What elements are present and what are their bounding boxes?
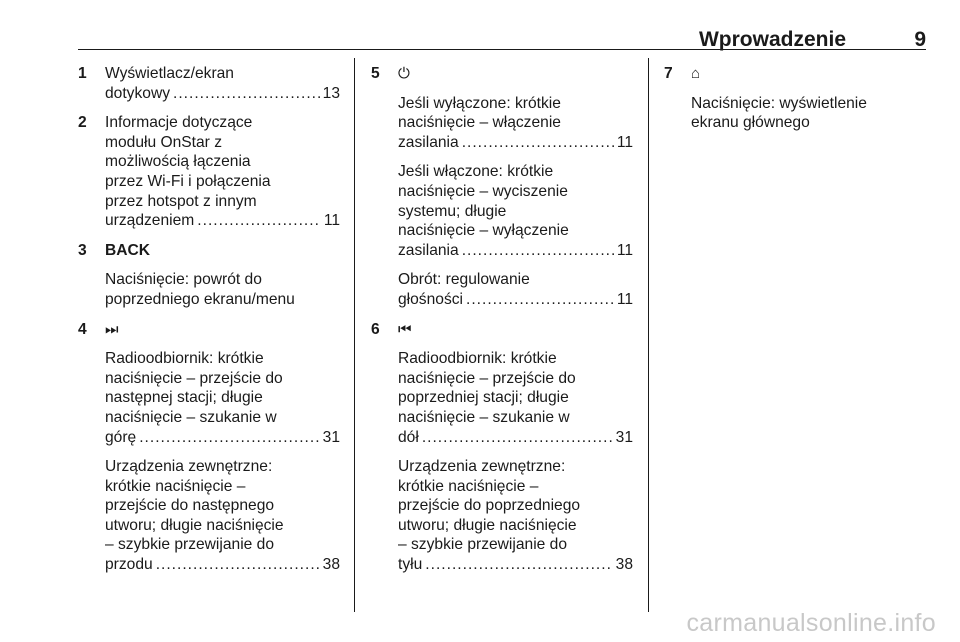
column-1 xyxy=(78,64,340,585)
toc-leader-dots xyxy=(197,211,321,231)
entry-text: naciśnięcie – przejście do xyxy=(105,369,283,387)
entry-text: – szybkie przewijanie do xyxy=(105,536,275,554)
toc-text: dotykowy xyxy=(105,84,171,102)
toc-line[interactable] xyxy=(398,290,633,310)
entry-text: naciśnięcie – wyłączenie xyxy=(398,222,569,240)
entry-text: naciśnięcie – wyciszenie xyxy=(398,182,568,200)
toc-page: 31 xyxy=(615,428,633,446)
toc-line[interactable] xyxy=(105,84,340,104)
toc-line[interactable] xyxy=(398,241,633,261)
entry-text: Jeśli włączone: krótkie xyxy=(398,163,554,181)
entry-text: Urządzenia zewnętrzne: xyxy=(398,458,566,476)
column-3 xyxy=(664,64,926,143)
entry-text: naciśnięcie – szukanie w xyxy=(105,408,277,426)
column-2 xyxy=(371,64,633,585)
toc-line[interactable] xyxy=(398,133,633,153)
entry-text: przez hotspot z innym xyxy=(105,192,257,210)
entry-number: 5 xyxy=(371,65,380,82)
toc-leader-dots xyxy=(462,133,614,153)
entry-number: 2 xyxy=(78,114,87,132)
toc-line[interactable] xyxy=(105,211,340,231)
toc-text: tyłu xyxy=(398,556,423,574)
entry-text: możliwością łączenia xyxy=(105,153,251,171)
entry-2 xyxy=(78,113,340,231)
toc-text: górę xyxy=(105,428,137,446)
entry-6 xyxy=(371,320,633,575)
entry-text: krótkie naciśnięcie – xyxy=(105,477,246,495)
header-divider xyxy=(78,49,926,50)
entry-text: systemu; długie xyxy=(398,202,507,220)
entry-text: ekranu głównego xyxy=(691,114,810,132)
entry-number: 4 xyxy=(78,320,87,338)
toc-leader-dots xyxy=(462,241,614,261)
toc-text: głośności xyxy=(398,290,464,308)
watermark: carmanualsonline.info xyxy=(686,609,936,637)
column-divider-2 xyxy=(648,58,649,612)
entry-text: Obrót: regulowanie xyxy=(398,271,530,289)
entry-number: 7 xyxy=(664,65,673,82)
entry-text: utworu; długie naciśnięcie xyxy=(398,516,577,534)
entry-text: Naciśnięcie: wyświetlenie xyxy=(691,94,867,112)
entry-text: Naciśnięcie: powrót do xyxy=(105,271,262,289)
entry-text: poprzedniego ekranu/menu xyxy=(105,290,295,308)
entry-number: 1 xyxy=(78,65,87,82)
toc-leader-dots xyxy=(139,428,319,448)
entry-text: Informacje dotyczące xyxy=(105,114,253,132)
entry-number: 6 xyxy=(371,320,380,338)
toc-leader-dots xyxy=(156,555,320,575)
toc-line[interactable] xyxy=(105,555,340,575)
toc-page: 11 xyxy=(616,290,633,308)
back-label: BACK xyxy=(105,241,151,259)
entry-text: – szybkie przewijanie do xyxy=(398,536,568,554)
toc-page: 38 xyxy=(615,556,633,574)
entry-4 xyxy=(78,320,340,575)
skip-back-icon: ⏮ xyxy=(398,320,412,338)
toc-text: zasilania xyxy=(398,241,459,259)
entry-text: Radioodbiornik: krótkie xyxy=(398,350,557,368)
toc-page: 38 xyxy=(322,556,340,574)
toc-leader-dots xyxy=(425,555,612,575)
entry-5 xyxy=(371,64,633,310)
column-divider-1 xyxy=(354,58,355,612)
entry-text: poprzedniej stacji; długie xyxy=(398,389,569,407)
toc-line[interactable] xyxy=(398,555,633,575)
entry-3 xyxy=(78,241,340,310)
toc-line[interactable] xyxy=(105,428,340,448)
toc-leader-dots xyxy=(173,84,320,104)
entry-text: Radioodbiornik: krótkie xyxy=(105,350,264,368)
toc-page: 11 xyxy=(616,241,633,259)
entry-text: utworu; długie naciśnięcie xyxy=(105,516,284,534)
power-icon: ⏻ xyxy=(398,65,410,82)
entry-text: naciśnięcie – szukanie w xyxy=(398,408,570,426)
entry-text: przez Wi-Fi i połączenia xyxy=(105,172,271,190)
toc-page: 13 xyxy=(322,84,340,102)
entry-text: modułu OnStar z xyxy=(105,133,223,151)
entry-text: naciśnięcie – przejście do xyxy=(398,369,576,387)
toc-page: 11 xyxy=(323,212,340,230)
entry-text: naciśnięcie – włączenie xyxy=(398,114,561,132)
entry-text: krótkie naciśnięcie – xyxy=(398,477,539,495)
entry-number: 3 xyxy=(78,241,87,259)
entry-text: przejście do następnego xyxy=(105,497,275,515)
toc-text: dół xyxy=(398,428,419,446)
toc-page: 11 xyxy=(616,133,633,151)
toc-leader-dots xyxy=(466,290,614,310)
page-title: Wprowadzenie xyxy=(698,28,846,51)
entry-text: Wyświetlacz/ekran xyxy=(105,65,234,82)
page-number: 9 xyxy=(914,28,926,51)
toc-page: 31 xyxy=(322,428,340,446)
entry-text: przejście do poprzedniego xyxy=(398,497,581,515)
entry-7 xyxy=(664,64,926,133)
entry-text: następnej stacji; długie xyxy=(105,389,263,407)
skip-forward-icon: ⏭ xyxy=(105,320,119,338)
entry-1 xyxy=(78,64,340,103)
entry-text: Urządzenia zewnętrzne: xyxy=(105,458,273,476)
toc-text: zasilania xyxy=(398,133,459,151)
toc-text: urządzeniem xyxy=(105,212,195,230)
home-icon: ⌂ xyxy=(691,65,701,82)
toc-line[interactable] xyxy=(398,428,633,448)
toc-leader-dots xyxy=(422,428,613,448)
toc-text: przodu xyxy=(105,556,153,574)
entry-text: Jeśli wyłączone: krótkie xyxy=(398,94,561,112)
